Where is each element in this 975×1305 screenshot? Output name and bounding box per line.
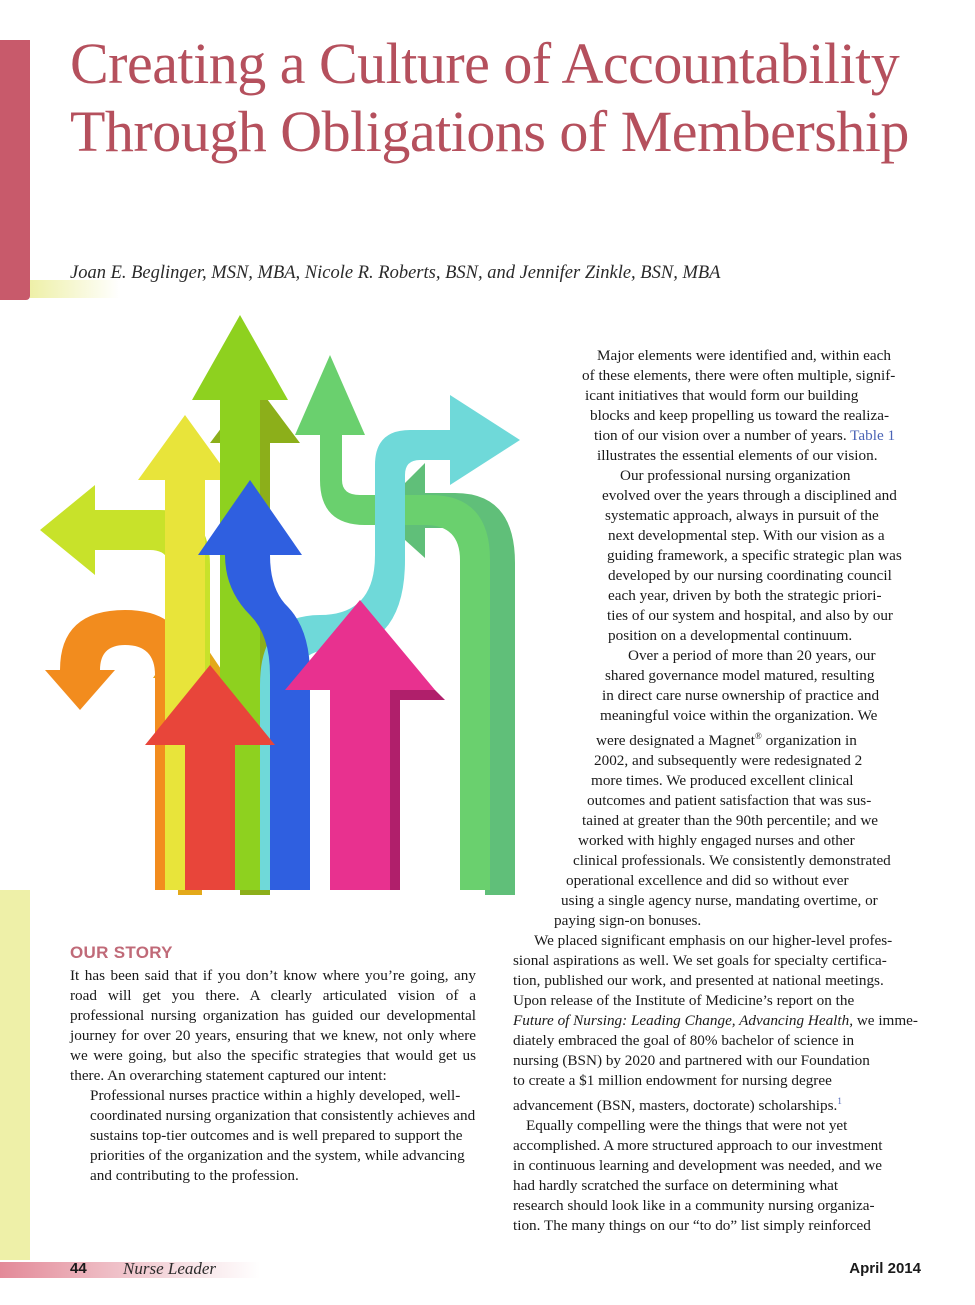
text-line: accomplished. A more structured approach to our investment (513, 1137, 883, 1155)
text-line: each year, driven by both the strategic priori- (608, 587, 882, 604)
text-line: tion, published our work, and presented at national meetings. (513, 972, 884, 990)
page-number: 44 (70, 1260, 87, 1277)
text-line: in direct care nurse ownership of practice and (602, 687, 880, 704)
text-line: next developmental step. With our vision as a (608, 527, 885, 544)
section-heading: OUR STORY (70, 943, 173, 962)
text-line: ties of our system and hospital, and also by our (607, 607, 893, 624)
left-accent-bar (0, 40, 30, 300)
text-line: illustrates the essential elements of our vision. (597, 447, 878, 464)
text-line: developed by our nursing coordinating council (608, 567, 892, 584)
text-line: in continuous learning and development was needed, and we (513, 1157, 883, 1175)
article-title: Creating a Culture of Accountability Through Obligations of Membership (70, 31, 909, 164)
text-line: were designated a Magnet® organization in (596, 731, 857, 750)
text-line: outcomes and patient satisfaction that was sus- (587, 792, 872, 810)
registered-mark: ® (754, 731, 762, 741)
text-line: meaningful voice within the organization. We (600, 707, 878, 724)
text-line: nursing (BSN) by 2020 and partnered with our Foundation (513, 1052, 870, 1070)
left-accent-bar-lower (0, 890, 30, 1260)
text-line: guiding framework, a specific strategic plan was (607, 547, 902, 564)
text-line: sional aspirations as well. We set goals for specialty certifica- (513, 952, 887, 970)
text-line: Over a period of more than 20 years, our (628, 647, 876, 664)
text-line: using a single agency nurse, mandating overtime, or (561, 892, 878, 910)
colorful-arrows-illustration (20, 315, 550, 895)
vision-quote: Professional nurses practice within a highly developed, well-coordinated nursing organization that consistently achieves and sustains top-tier outcomes and is well prepared to support the priorities of the organization and the system, while advancing and contributing to the profession. (90, 1087, 476, 1184)
text-line: 2002, and subsequently were redesignated 2 (594, 752, 863, 770)
text-line: Equally compelling were the things that were not yet (526, 1117, 848, 1135)
text-line: icant initiatives that would form our building (585, 387, 859, 404)
text-line: diately embraced the goal of 80% bachelor of science in (513, 1032, 855, 1050)
text-line: of these elements, there were often multiple, signif- (582, 367, 896, 384)
text-line: clinical professionals. We consistently demonstrated (573, 852, 891, 870)
text-line: tion. The many things on our “to do” list simply reinforced (513, 1217, 871, 1235)
right-column-text (513, 346, 920, 1236)
table-1-link[interactable]: Table 1 (850, 427, 896, 444)
text-line: advancement (BSN, masters, doctorate) scholarships.$^1$ (513, 1096, 842, 1115)
journal-name: Nurse Leader (123, 1259, 217, 1278)
article-authors: Joan E. Beglinger, MSN, MBA, Nicole R. Roberts, BSN, and Jennifer Zinkle, BSN, MBA (70, 263, 721, 283)
text-line: research should look like in a community nursing organiza- (513, 1197, 875, 1215)
intro-paragraph: It has been said that if you don’t know where you’re going, any road will get you there. A clearly articulated vision of a professional nursing organization has guided our developmental journey for over 20 years, ensuring that we knew, not only where we were going, but also the specific strategies that would get us there. An overarching statement captured our intent: (70, 967, 476, 1084)
footnote-ref[interactable]: 1 (837, 1096, 842, 1107)
text-line: Upon release of the Institute of Medicine’s report on the (513, 992, 855, 1010)
text-line: Our professional nursing organization (620, 467, 851, 484)
left-column-text (70, 966, 476, 1186)
text-line: tion of our vision over a number of years. Table 1 (594, 427, 896, 444)
text-line: Major elements were identified and, within each (597, 347, 891, 364)
issue-date: April 2014 (849, 1260, 921, 1277)
text-line: Future of Nursing: Leading Change, Advancing Health, we imme- (513, 1012, 918, 1030)
text-line: shared governance model matured, resulting (605, 667, 875, 684)
text-line: more times. We produced excellent clinical (591, 772, 854, 790)
text-line: evolved over the years through a disciplined and (602, 487, 897, 504)
text-line: systematic approach, always in pursuit of the (605, 507, 879, 524)
text-line: blocks and keep propelling us toward the realiza- (590, 407, 890, 424)
text-line: position on a developmental continuum. (608, 627, 853, 644)
text-line: operational excellence and did so without ever (566, 872, 849, 890)
text-line: paying sign-on bonuses. (554, 912, 702, 930)
text-line: to create a $1 million endowment for nursing degree (513, 1072, 832, 1090)
text-line: We placed significant emphasis on our higher-level profes- (534, 932, 893, 950)
text-line: worked with highly engaged nurses and other (578, 832, 855, 850)
text-line: had hardly scratched the surface on determining what (513, 1177, 839, 1195)
text-line: tained at greater than the 90th percentile; and we (582, 812, 879, 830)
